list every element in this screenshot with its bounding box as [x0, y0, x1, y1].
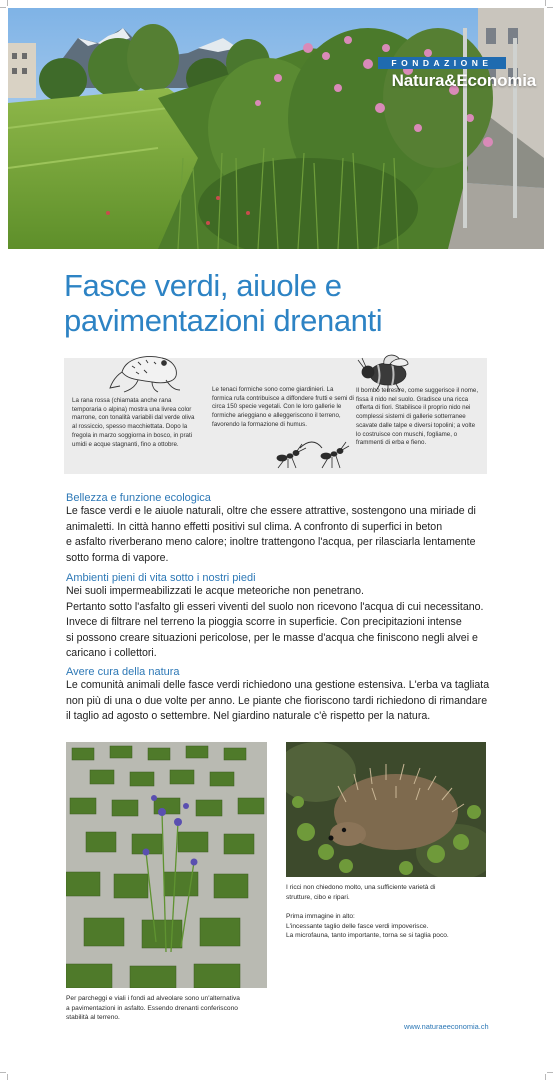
- body-line: animaletti. In città hanno effetti positivi sul clima. A confronto di superfici in beton: [66, 520, 443, 533]
- logo-main-line: Natura&Economia: [391, 71, 536, 90]
- crop-mark: [545, 1074, 546, 1080]
- crop-mark: [545, 0, 546, 6]
- body-line: caricano i collettori.: [66, 647, 157, 659]
- title-line-2: pavimentazioni drenanti: [64, 303, 383, 338]
- foundation-logo: [360, 53, 544, 99]
- caption-line: a pavimentazioni in asfalto. Essendo drenanti conferiscono: [66, 1004, 238, 1012]
- section-heading-soil-life: Ambienti pieni di vita sotto i nostri piedi: [66, 572, 256, 584]
- section-heading-nature-care: Avere cura della natura: [66, 666, 180, 678]
- caption-line: I ricci non chiedono molto, una sufficiente varietà di: [286, 884, 436, 891]
- crop-mark: [0, 7, 6, 8]
- caption-line: Prima immagine in alto:: [286, 913, 355, 920]
- website-link[interactable]: www.naturaeeconomia.ch: [404, 1022, 489, 1031]
- section-body-ecology: [66, 504, 506, 566]
- caption-line: strutture, cibo e ripari.: [286, 893, 350, 901]
- caption-line: La microfauna, tanto importante, torna se si taglia poco.: [286, 932, 449, 940]
- caption-line: stabilità al terreno.: [66, 1014, 120, 1022]
- hedgehog-caption: [286, 883, 486, 902]
- body-line: Le comunità animali delle fasce verdi richiedono una gestione estensiva. L'erba va tagliata: [66, 679, 490, 691]
- crop-mark: [547, 7, 553, 8]
- logo-top-line: FONDAZIONE: [378, 57, 506, 69]
- bumblebee-illustration: [350, 352, 420, 392]
- grass-pavers-caption: [66, 994, 271, 1023]
- frog-description: La rana rossa (chiamata anche rana temporaria o alpina) mostra una livrea color marrone, con tonalità variabili dal verde oliva al rossiccio, spesso macchiettata. Dopo la fregola in marzo soggiorna in bosco, in prati umidi e acque stagnanti, fino a ottobre.: [72, 397, 195, 448]
- hedgehog-photo: [286, 742, 486, 877]
- garden-landscape-image: [8, 8, 544, 249]
- caption-line: Per parcheggi e viali i fondi ad alveolare sono un'alternativa: [66, 995, 240, 1002]
- crop-mark: [7, 1074, 8, 1080]
- section-heading-ecology: Bellezza e funzione ecologica: [66, 492, 211, 504]
- body-line: e asfalto riverberano meno calore; inoltre trattengono l'acqua, per rilasciarla lentamente: [66, 536, 476, 548]
- top-image-caption: [286, 912, 486, 941]
- crop-mark: [7, 0, 8, 6]
- section-body-soil-life: [66, 584, 506, 662]
- body-line: Invece di filtrare nel terreno la pioggia scorre in superficie. Con precipitazioni intense: [66, 616, 462, 628]
- body-line: il taglio ad agosto o settembre. Nel giardino naturale c'è rispetto per la natura.: [66, 710, 431, 722]
- ant-description: Le tenaci formiche sono come giardinieri. La formica rufa contribuisce a diffondere frutti e semi di circa 150 specie vegetali. Con le loro gallerie le formiche arieggiano e alleggeriscono il terreno, favorendo la formazione di humus.: [212, 386, 354, 428]
- body-line: Nei suoli impermeabilizzati le acque meteoriche non penetrano.: [66, 585, 364, 597]
- grass-pavers-photo: [66, 742, 267, 988]
- page-title: [64, 268, 504, 338]
- title-line-1: Fasce verdi, aiuole e: [64, 268, 342, 303]
- crop-mark: [0, 1072, 6, 1073]
- bumblebee-description: Il bombo terrestre, come suggerisce il nome, fissa il nido nel suolo. Gradisce una ricca offerta di fiori. Stabilisce il proprio nido nei complessi sistemi di gallerie sotterranee scavate dalle talpe e diversi topolini; a volte lo costruisce con muschi, fogliame, o frammenti di erba e fieno.: [356, 387, 479, 447]
- fauna-info-panel: [64, 358, 487, 474]
- body-line: sotto forma di vapore.: [66, 551, 169, 564]
- grass-pavers-image: [66, 742, 267, 988]
- body-line: non più di una o due volte per anno. Le piante che fioriscono tardi richiedono di rimandare: [66, 694, 488, 707]
- body-line: si possono creare situazioni pericolose, per le masse d'acqua che finiscono negli alvei e: [66, 631, 478, 644]
- body-line: Pertanto sotto l'asfalto gli esseri viventi del suolo non ricevono l'acqua di cui necessitano.: [66, 600, 484, 613]
- hero-photo: [8, 8, 544, 249]
- section-body-nature-care: [66, 678, 506, 725]
- body-line: Le fasce verdi e le aiuole naturali, oltre che essere attrattive, sostengono una miriade di: [66, 505, 476, 517]
- crop-mark: [547, 1072, 553, 1073]
- caption-line: L'incessante taglio delle fasce verdi impoverisce.: [286, 922, 429, 930]
- hedgehog-image: [286, 742, 486, 877]
- frog-illustration: [108, 346, 192, 394]
- ants-illustration: [270, 436, 350, 470]
